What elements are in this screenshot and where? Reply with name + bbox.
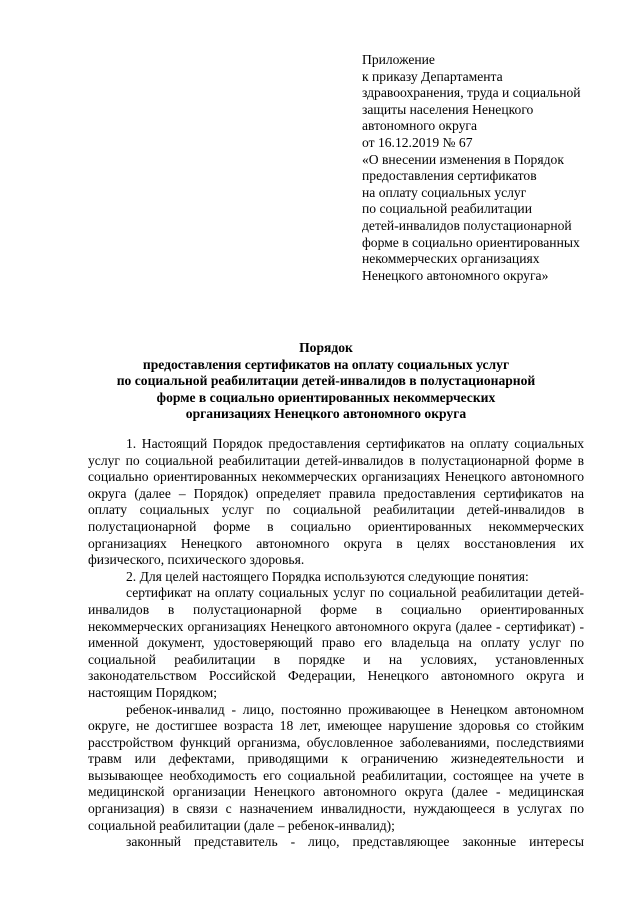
annex-line: по социальной реабилитации [362, 201, 532, 217]
title-line: по социальной реабилитации детей-инвалидов в полустационарной [116, 373, 536, 389]
annex-line: на оплату социальных услуг [362, 184, 527, 200]
annex-line: Ненецкого автономного округа» [362, 267, 549, 283]
annex-line: «О внесении изменения в Порядок [362, 151, 564, 167]
annex-line: форме в социально ориентированных [362, 234, 580, 250]
annex-header [362, 52, 620, 284]
paragraph-definition-child: ребенок-инвалид - лицо, постоянно проживающее в Ненецком автономном округе, не достигшее возраста 18 лет, имеющее нарушение здоровья со стойким расстройством функций организма, обусловленное заболеваниями, последствиями травм или дефектами, приводящими к ограничению жизнедеятельности и вызывающее необходимость его социальной реабилитации, состоящее на учете в медицинской организации Ненецкого автономного округа (далее - медицинская организация) в связи с назначением инвалидности, нуждающееся в услугах по социальной реабилитации (дале – ребенок-инвалид); [88, 701, 584, 833]
document-body [88, 436, 584, 851]
paragraph-2: 2. Для целей настоящего Порядка используются следующие понятия: [126, 568, 529, 584]
annex-line: защиты населения Ненецкого [362, 101, 534, 117]
annex-line: к приказу Департамента [362, 68, 503, 84]
document-title [56, 340, 596, 423]
title-line: организациях Ненецкого автономного округа [185, 406, 467, 422]
title-line: форме в социально ориентированных некоммерческих [156, 389, 496, 405]
paragraph-definition-representative: законный представитель - лицо, представляющее законные интересы [126, 834, 584, 850]
annex-line: некоммерческих организациях [362, 251, 540, 267]
annex-line: автономного округа [362, 118, 478, 134]
title-line: предоставления сертификатов на оплату социальных услуг [142, 356, 510, 372]
annex-line: от 16.12.2019 № 67 [362, 134, 473, 150]
title-line: Порядок [299, 340, 353, 355]
annex-line: предоставления сертификатов [362, 168, 537, 184]
annex-line: здравоохранения, труда и социальной [362, 85, 581, 101]
paragraph-1: 1. Настоящий Порядок предоставления сертификатов на оплату социальных услуг по социальной реабилитации детей-инвалидов в полустационарной форме в социально ориентированных некоммерческих организациях Ненецкого автономного округа (далее – Порядок) определяет правила предоставления сертификатов на оплату социальных услуг по социальной реабилитации детей-инвалидов в полустационарной форме в социально ориентированных некоммерческих организациях Ненецкого автономного округа в целях восстановления их физического, психического здоровья. [88, 436, 584, 568]
paragraph-definition-certificate: сертификат на оплату социальных услуг по социальной реабилитации детей-инвалидов в полустационарной форме в социально ориентированных некоммерческих организациях Ненецкого автономного округа (далее - сертификат) - именной документ, удостоверяющий право его владельца на оплату услуг по социальной реабилитации в порядке и на условиях, установленных законодательством Российской Федерации, Ненецкого автономного округа и настоящим Порядком; [88, 585, 584, 700]
annex-line: Приложение [362, 52, 435, 67]
annex-line: детей-инвалидов полустационарной [362, 217, 572, 233]
